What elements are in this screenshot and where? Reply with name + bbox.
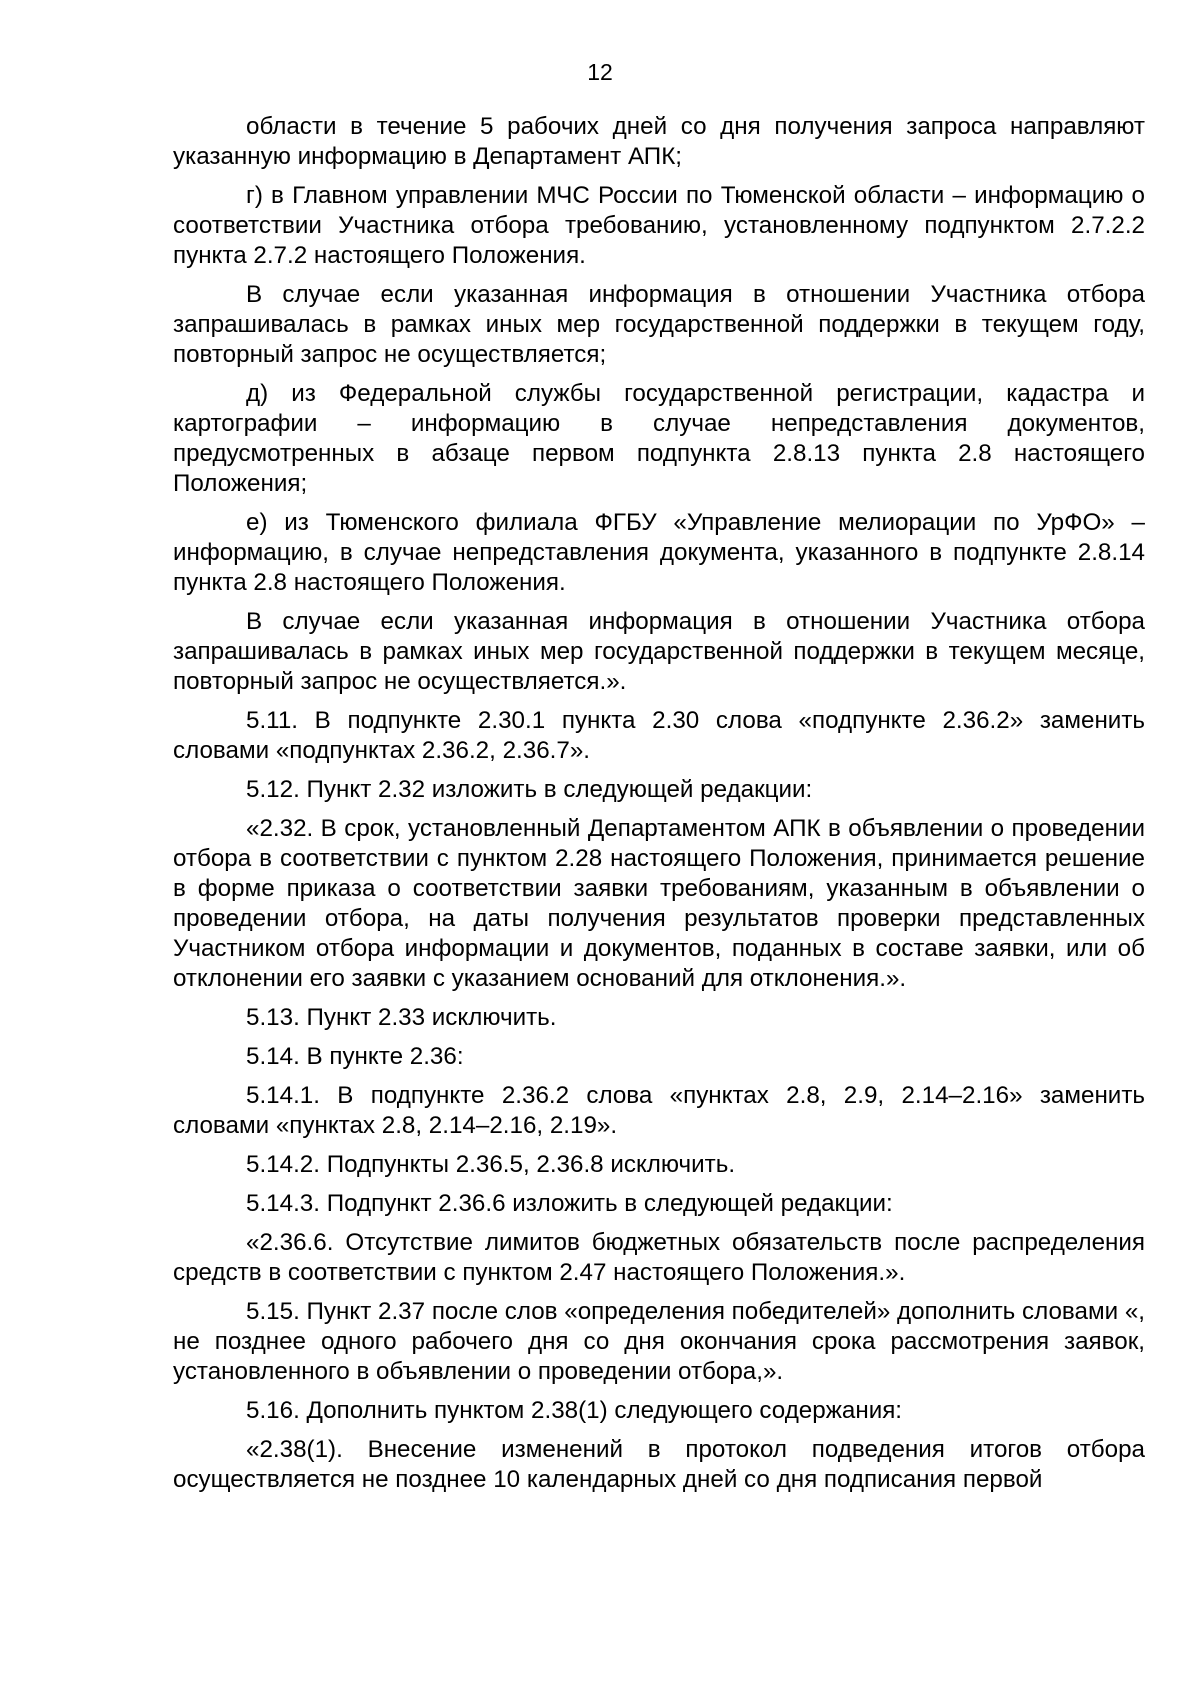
paragraph-5-13: 5.13. Пункт 2.33 исключить. — [246, 1004, 557, 1031]
paragraph-5-14: 5.14. В пункте 2.36: — [246, 1043, 464, 1070]
paragraph-5-14-2: 5.14.2. Подпункты 2.36.5, 2.36.8 исключить. — [246, 1151, 736, 1178]
paragraph-2-32: «2.32. В срок, установленный Департаментом АПК в объявлении о проведении отбора в соответствии с пунктом 2.28 настоящего Положения, принимается решение в форме приказа о соответствии заявки требованиям, указанным в объявлении о проведении отбора, на даты получения результатов проверки представленных Участником отбора информации и документов, поданных в составе заявки, или об отклонении его заявки с указанием оснований для отклонения.». — [173, 815, 1145, 992]
paragraph-repeat-request-year: В случае если указанная информация в отношении Участника отбора запрашивалась в рамках иных мер государственной поддержки в текущем году, повторный запрос не осуществляется; — [173, 281, 1145, 368]
paragraph-2-38-1: «2.38(1). Внесение изменений в протокол подведения итогов отбора осуществляется не позднее 10 календарных дней со дня подписания первой — [173, 1436, 1145, 1493]
paragraph-repeat-request-month: В случае если указанная информация в отношении Участника отбора запрашивалась в рамках иных мер государственной поддержки в текущем месяце, повторный запрос не осуществляется.». — [173, 608, 1145, 695]
paragraph-item-e: е) из Тюменского филиала ФГБУ «Управление мелиорации по УрФО» – информацию, в случае непредставления документа, указанного в подпункте 2.8.14 пункта 2.8 настоящего Положения. — [173, 509, 1145, 596]
paragraph-5-14-1: 5.14.1. В подпункте 2.36.2 слова «пунктах 2.8, 2.9, 2.14–2.16» заменить словами «пунктах 2.8, 2.14–2.16, 2.19». — [173, 1082, 1145, 1139]
paragraph-item-d: д) из Федеральной службы государственной регистрации, кадастра и картографии – информацию в случае непредставления документов, предусмотренных в абзаце первом подпункта 2.8.13 пункта 2.8 настоящего Положения; — [173, 380, 1145, 497]
paragraph-2-36-6: «2.36.6. Отсутствие лимитов бюджетных обязательств после распределения средств в соответствии с пунктом 2.47 настоящего Положения.». — [173, 1229, 1145, 1286]
paragraph-continuation: области в течение 5 рабочих дней со дня получения запроса направляют указанную информацию в Департамент АПК; — [173, 113, 1145, 170]
paragraph-5-11: 5.11. В подпункте 2.30.1 пункта 2.30 слова «подпункте 2.36.2» заменить словами «подпунктах 2.36.2, 2.36.7». — [173, 707, 1145, 764]
paragraph-5-12: 5.12. Пункт 2.32 изложить в следующей редакции: — [246, 776, 813, 803]
page-number: 12 — [587, 59, 613, 85]
document-body — [173, 112, 1145, 1504]
paragraph-item-g: г) в Главном управлении МЧС России по Тюменской области – информацию о соответствии Участника отбора требованию, установленному подпунктом 2.7.2.2 пункта 2.7.2 настоящего Положения. — [173, 182, 1145, 269]
paragraph-5-15: 5.15. Пункт 2.37 после слов «определения победителей» дополнить словами «, не позднее одного рабочего дня со дня окончания срока рассмотрения заявок, установленного в объявлении о проведении отбора,». — [173, 1298, 1145, 1385]
paragraph-5-16: 5.16. Дополнить пунктом 2.38(1) следующего содержания: — [246, 1397, 903, 1424]
paragraph-5-14-3: 5.14.3. Подпункт 2.36.6 изложить в следующей редакции: — [246, 1190, 893, 1217]
